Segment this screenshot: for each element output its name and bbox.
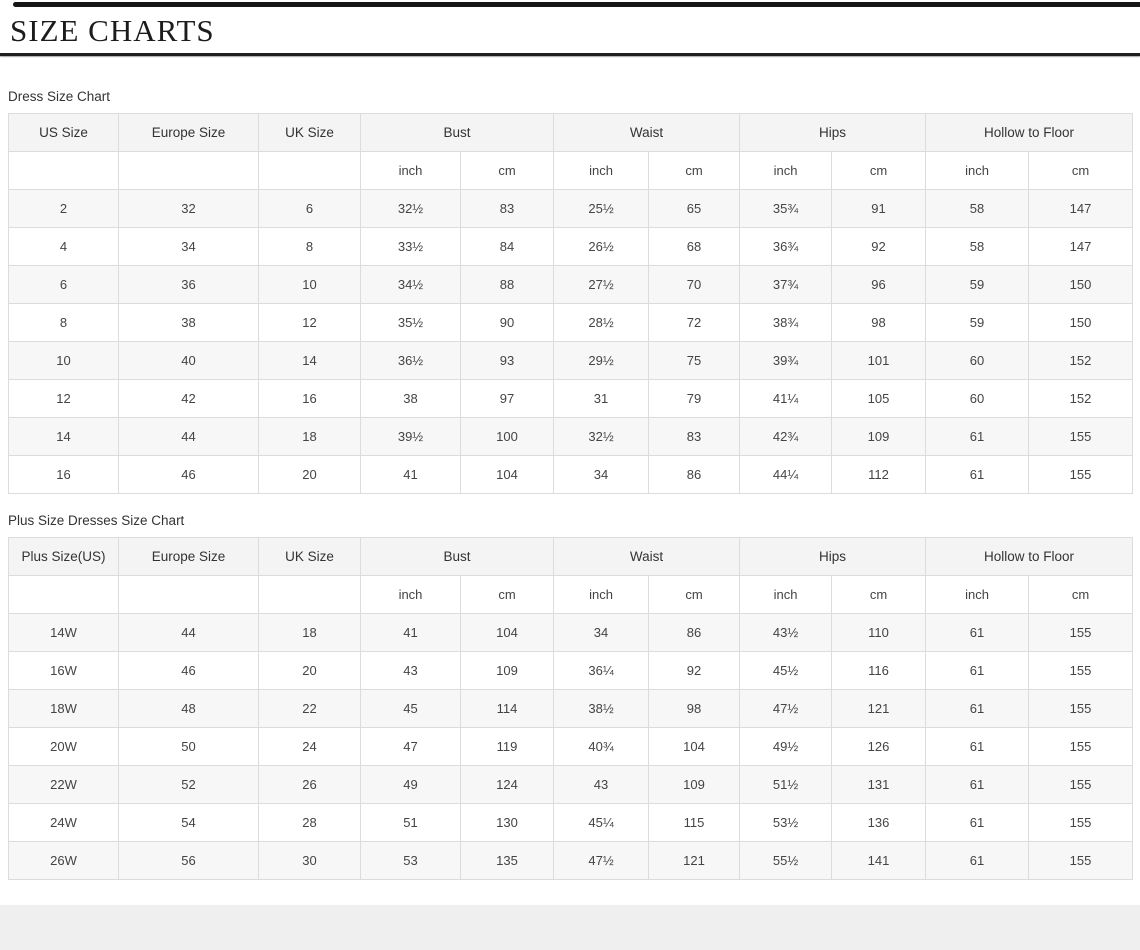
table-cell: 12 bbox=[9, 380, 119, 418]
table-cell: 90 bbox=[461, 304, 554, 342]
table-row bbox=[9, 342, 1133, 380]
unit-header-cm: cm bbox=[1029, 576, 1133, 614]
table-cell: 155 bbox=[1029, 652, 1133, 690]
footer-background-strip bbox=[0, 905, 1140, 950]
table-cell: 126 bbox=[832, 728, 926, 766]
top-divider-bar bbox=[13, 2, 1140, 7]
table-cell: 155 bbox=[1029, 456, 1133, 494]
table-cell: 84 bbox=[461, 228, 554, 266]
table-cell: 6 bbox=[259, 190, 361, 228]
plus-size-chart-label: Plus Size Dresses Size Chart bbox=[8, 513, 185, 529]
table-cell: 79 bbox=[649, 380, 740, 418]
column-header-hips: Hips bbox=[740, 538, 926, 576]
table-cell: 30 bbox=[259, 842, 361, 880]
table-cell: 147 bbox=[1029, 228, 1133, 266]
table-cell: 56 bbox=[119, 842, 259, 880]
table-cell: 40¾ bbox=[554, 728, 649, 766]
table-cell: 26½ bbox=[554, 228, 649, 266]
table-cell: 51½ bbox=[740, 766, 832, 804]
table-cell: 41¼ bbox=[740, 380, 832, 418]
table-cell: 36½ bbox=[361, 342, 461, 380]
table-cell: 8 bbox=[259, 228, 361, 266]
table-row bbox=[9, 766, 1133, 804]
unit-header-cm: cm bbox=[1029, 152, 1133, 190]
table-cell: 48 bbox=[119, 690, 259, 728]
table-cell: 61 bbox=[926, 652, 1029, 690]
table-body bbox=[9, 190, 1133, 494]
table-cell: 155 bbox=[1029, 804, 1133, 842]
empty-cell bbox=[119, 152, 259, 190]
table-cell: 43 bbox=[361, 652, 461, 690]
unit-header-cm: cm bbox=[832, 576, 926, 614]
column-header-hollow-to-floor: Hollow to Floor bbox=[926, 538, 1133, 576]
table-row bbox=[9, 728, 1133, 766]
table-row bbox=[9, 614, 1133, 652]
table-cell: 112 bbox=[832, 456, 926, 494]
table-cell: 45¼ bbox=[554, 804, 649, 842]
table-cell: 47½ bbox=[554, 842, 649, 880]
table-cell: 75 bbox=[649, 342, 740, 380]
table-cell: 52 bbox=[119, 766, 259, 804]
column-header-hollow-to-floor: Hollow to Floor bbox=[926, 114, 1133, 152]
table-cell: 25½ bbox=[554, 190, 649, 228]
table-cell: 114 bbox=[461, 690, 554, 728]
table-cell: 110 bbox=[832, 614, 926, 652]
table-units-row bbox=[9, 152, 1133, 190]
table-cell: 92 bbox=[832, 228, 926, 266]
table-header-row bbox=[9, 538, 1133, 576]
table-cell: 46 bbox=[119, 456, 259, 494]
table-cell: 51 bbox=[361, 804, 461, 842]
table-cell: 36¼ bbox=[554, 652, 649, 690]
table-cell: 97 bbox=[461, 380, 554, 418]
table-cell: 34 bbox=[119, 228, 259, 266]
unit-header-cm: cm bbox=[649, 152, 740, 190]
table-cell: 91 bbox=[832, 190, 926, 228]
table-cell: 83 bbox=[649, 418, 740, 456]
table-cell: 86 bbox=[649, 456, 740, 494]
column-header-uk-size: UK Size bbox=[259, 114, 361, 152]
table-cell: 42 bbox=[119, 380, 259, 418]
column-header-bust: Bust bbox=[361, 538, 554, 576]
table-cell: 70 bbox=[649, 266, 740, 304]
column-header-waist: Waist bbox=[554, 114, 740, 152]
table-cell: 55½ bbox=[740, 842, 832, 880]
table-cell: 119 bbox=[461, 728, 554, 766]
table-row bbox=[9, 304, 1133, 342]
table-cell: 155 bbox=[1029, 728, 1133, 766]
table-cell: 16 bbox=[259, 380, 361, 418]
table-cell: 20 bbox=[259, 652, 361, 690]
table-row bbox=[9, 228, 1133, 266]
empty-cell bbox=[9, 576, 119, 614]
table-cell: 150 bbox=[1029, 304, 1133, 342]
table-cell: 44 bbox=[119, 614, 259, 652]
table-cell: 12 bbox=[259, 304, 361, 342]
table-cell: 58 bbox=[926, 228, 1029, 266]
unit-header-cm: cm bbox=[461, 152, 554, 190]
table-cell: 32 bbox=[119, 190, 259, 228]
table-cell: 116 bbox=[832, 652, 926, 690]
table-cell: 34½ bbox=[361, 266, 461, 304]
title-rule bbox=[0, 53, 1140, 56]
table-row bbox=[9, 690, 1133, 728]
table-cell: 10 bbox=[9, 342, 119, 380]
table-cell: 109 bbox=[649, 766, 740, 804]
table-cell: 152 bbox=[1029, 380, 1133, 418]
table-cell: 6 bbox=[9, 266, 119, 304]
table-units-row bbox=[9, 576, 1133, 614]
table-cell: 41 bbox=[361, 456, 461, 494]
empty-cell bbox=[259, 152, 361, 190]
table-cell: 45½ bbox=[740, 652, 832, 690]
unit-header-cm: cm bbox=[461, 576, 554, 614]
unit-header-inch: inch bbox=[554, 152, 649, 190]
table-cell: 20W bbox=[9, 728, 119, 766]
table-cell: 43 bbox=[554, 766, 649, 804]
table-cell: 136 bbox=[832, 804, 926, 842]
table-row bbox=[9, 842, 1133, 880]
table-cell: 16 bbox=[9, 456, 119, 494]
table-cell: 92 bbox=[649, 652, 740, 690]
empty-cell bbox=[119, 576, 259, 614]
table-cell: 58 bbox=[926, 190, 1029, 228]
table-cell: 155 bbox=[1029, 766, 1133, 804]
table-cell: 60 bbox=[926, 380, 1029, 418]
table-cell: 53 bbox=[361, 842, 461, 880]
table-cell: 104 bbox=[461, 456, 554, 494]
table-cell: 45 bbox=[361, 690, 461, 728]
table-cell: 88 bbox=[461, 266, 554, 304]
table-cell: 121 bbox=[832, 690, 926, 728]
table-cell: 18 bbox=[259, 418, 361, 456]
column-header-us-size: US Size bbox=[9, 114, 119, 152]
table-cell: 44 bbox=[119, 418, 259, 456]
unit-header-inch: inch bbox=[740, 152, 832, 190]
table-row bbox=[9, 266, 1133, 304]
table-cell: 61 bbox=[926, 766, 1029, 804]
table-cell: 135 bbox=[461, 842, 554, 880]
table-cell: 26W bbox=[9, 842, 119, 880]
table-cell: 60 bbox=[926, 342, 1029, 380]
table-cell: 36 bbox=[119, 266, 259, 304]
table-cell: 39¾ bbox=[740, 342, 832, 380]
table-cell: 121 bbox=[649, 842, 740, 880]
table-cell: 28½ bbox=[554, 304, 649, 342]
table-cell: 53½ bbox=[740, 804, 832, 842]
table-cell: 22 bbox=[259, 690, 361, 728]
table-cell: 68 bbox=[649, 228, 740, 266]
table-row bbox=[9, 804, 1133, 842]
table-cell: 22W bbox=[9, 766, 119, 804]
table-cell: 39½ bbox=[361, 418, 461, 456]
table-cell: 104 bbox=[649, 728, 740, 766]
table-cell: 109 bbox=[832, 418, 926, 456]
table-cell: 61 bbox=[926, 728, 1029, 766]
unit-header-inch: inch bbox=[740, 576, 832, 614]
table-row bbox=[9, 456, 1133, 494]
table-cell: 131 bbox=[832, 766, 926, 804]
table-cell: 38½ bbox=[554, 690, 649, 728]
table-cell: 24 bbox=[259, 728, 361, 766]
table-cell: 147 bbox=[1029, 190, 1133, 228]
table-cell: 44¼ bbox=[740, 456, 832, 494]
table-cell: 8 bbox=[9, 304, 119, 342]
table-cell: 155 bbox=[1029, 418, 1133, 456]
table-cell: 93 bbox=[461, 342, 554, 380]
table-cell: 38 bbox=[361, 380, 461, 418]
empty-cell bbox=[9, 152, 119, 190]
table-header-row bbox=[9, 114, 1133, 152]
table-cell: 16W bbox=[9, 652, 119, 690]
table-cell: 115 bbox=[649, 804, 740, 842]
table-cell: 41 bbox=[361, 614, 461, 652]
table-cell: 47 bbox=[361, 728, 461, 766]
table-cell: 61 bbox=[926, 614, 1029, 652]
table-cell: 141 bbox=[832, 842, 926, 880]
table-cell: 14 bbox=[9, 418, 119, 456]
table-cell: 155 bbox=[1029, 690, 1133, 728]
dress-size-chart-label: Dress Size Chart bbox=[8, 89, 111, 105]
table-cell: 49 bbox=[361, 766, 461, 804]
table-cell: 40 bbox=[119, 342, 259, 380]
unit-header-cm: cm bbox=[832, 152, 926, 190]
page-title: SIZE CHARTS bbox=[10, 13, 215, 48]
table-cell: 83 bbox=[461, 190, 554, 228]
table-body bbox=[9, 614, 1133, 880]
unit-header-inch: inch bbox=[926, 576, 1029, 614]
table-cell: 98 bbox=[649, 690, 740, 728]
table-cell: 155 bbox=[1029, 842, 1133, 880]
unit-header-inch: inch bbox=[926, 152, 1029, 190]
table-cell: 38¾ bbox=[740, 304, 832, 342]
table-cell: 35½ bbox=[361, 304, 461, 342]
table-cell: 27½ bbox=[554, 266, 649, 304]
table-cell: 18W bbox=[9, 690, 119, 728]
table-cell: 29½ bbox=[554, 342, 649, 380]
table-cell: 20 bbox=[259, 456, 361, 494]
table-cell: 35¾ bbox=[740, 190, 832, 228]
column-header-hips: Hips bbox=[740, 114, 926, 152]
table-row bbox=[9, 418, 1133, 456]
column-header-uk-size: UK Size bbox=[259, 538, 361, 576]
table-cell: 18 bbox=[259, 614, 361, 652]
table-cell: 42¾ bbox=[740, 418, 832, 456]
table-cell: 50 bbox=[119, 728, 259, 766]
unit-header-inch: inch bbox=[554, 576, 649, 614]
table-cell: 32½ bbox=[361, 190, 461, 228]
dress-size-chart-table bbox=[8, 113, 1133, 494]
column-header-bust: Bust bbox=[361, 114, 554, 152]
table-cell: 72 bbox=[649, 304, 740, 342]
table-cell: 38 bbox=[119, 304, 259, 342]
table-cell: 101 bbox=[832, 342, 926, 380]
table-cell: 61 bbox=[926, 418, 1029, 456]
table-cell: 34 bbox=[554, 614, 649, 652]
table-cell: 86 bbox=[649, 614, 740, 652]
table-cell: 24W bbox=[9, 804, 119, 842]
column-header-europe-size: Europe Size bbox=[119, 114, 259, 152]
table-row bbox=[9, 652, 1133, 690]
table-cell: 46 bbox=[119, 652, 259, 690]
empty-cell bbox=[259, 576, 361, 614]
table-cell: 150 bbox=[1029, 266, 1133, 304]
table-cell: 124 bbox=[461, 766, 554, 804]
column-header-plus-size-us: Plus Size(US) bbox=[9, 538, 119, 576]
table-cell: 96 bbox=[832, 266, 926, 304]
table-cell: 61 bbox=[926, 456, 1029, 494]
table-cell: 37¾ bbox=[740, 266, 832, 304]
table-cell: 61 bbox=[926, 804, 1029, 842]
table-cell: 33½ bbox=[361, 228, 461, 266]
column-header-waist: Waist bbox=[554, 538, 740, 576]
table-cell: 59 bbox=[926, 266, 1029, 304]
table-cell: 155 bbox=[1029, 614, 1133, 652]
table-row bbox=[9, 190, 1133, 228]
table-cell: 105 bbox=[832, 380, 926, 418]
table-cell: 31 bbox=[554, 380, 649, 418]
table-row bbox=[9, 380, 1133, 418]
unit-header-inch: inch bbox=[361, 576, 461, 614]
table-cell: 34 bbox=[554, 456, 649, 494]
column-header-europe-size: Europe Size bbox=[119, 538, 259, 576]
table-cell: 130 bbox=[461, 804, 554, 842]
table-cell: 98 bbox=[832, 304, 926, 342]
table-cell: 61 bbox=[926, 690, 1029, 728]
table-cell: 10 bbox=[259, 266, 361, 304]
table-cell: 104 bbox=[461, 614, 554, 652]
table-cell: 100 bbox=[461, 418, 554, 456]
table-cell: 36¾ bbox=[740, 228, 832, 266]
table-cell: 54 bbox=[119, 804, 259, 842]
unit-header-inch: inch bbox=[361, 152, 461, 190]
table-cell: 14W bbox=[9, 614, 119, 652]
table-cell: 65 bbox=[649, 190, 740, 228]
table-cell: 47½ bbox=[740, 690, 832, 728]
table-cell: 4 bbox=[9, 228, 119, 266]
table-cell: 109 bbox=[461, 652, 554, 690]
table-cell: 2 bbox=[9, 190, 119, 228]
page-header bbox=[0, 0, 1140, 48]
table-cell: 59 bbox=[926, 304, 1029, 342]
table-cell: 32½ bbox=[554, 418, 649, 456]
table-cell: 152 bbox=[1029, 342, 1133, 380]
table-cell: 61 bbox=[926, 842, 1029, 880]
table-cell: 26 bbox=[259, 766, 361, 804]
table-cell: 14 bbox=[259, 342, 361, 380]
table-cell: 43½ bbox=[740, 614, 832, 652]
plus-size-chart-table bbox=[8, 537, 1133, 880]
unit-header-cm: cm bbox=[649, 576, 740, 614]
table-cell: 49½ bbox=[740, 728, 832, 766]
table-cell: 28 bbox=[259, 804, 361, 842]
